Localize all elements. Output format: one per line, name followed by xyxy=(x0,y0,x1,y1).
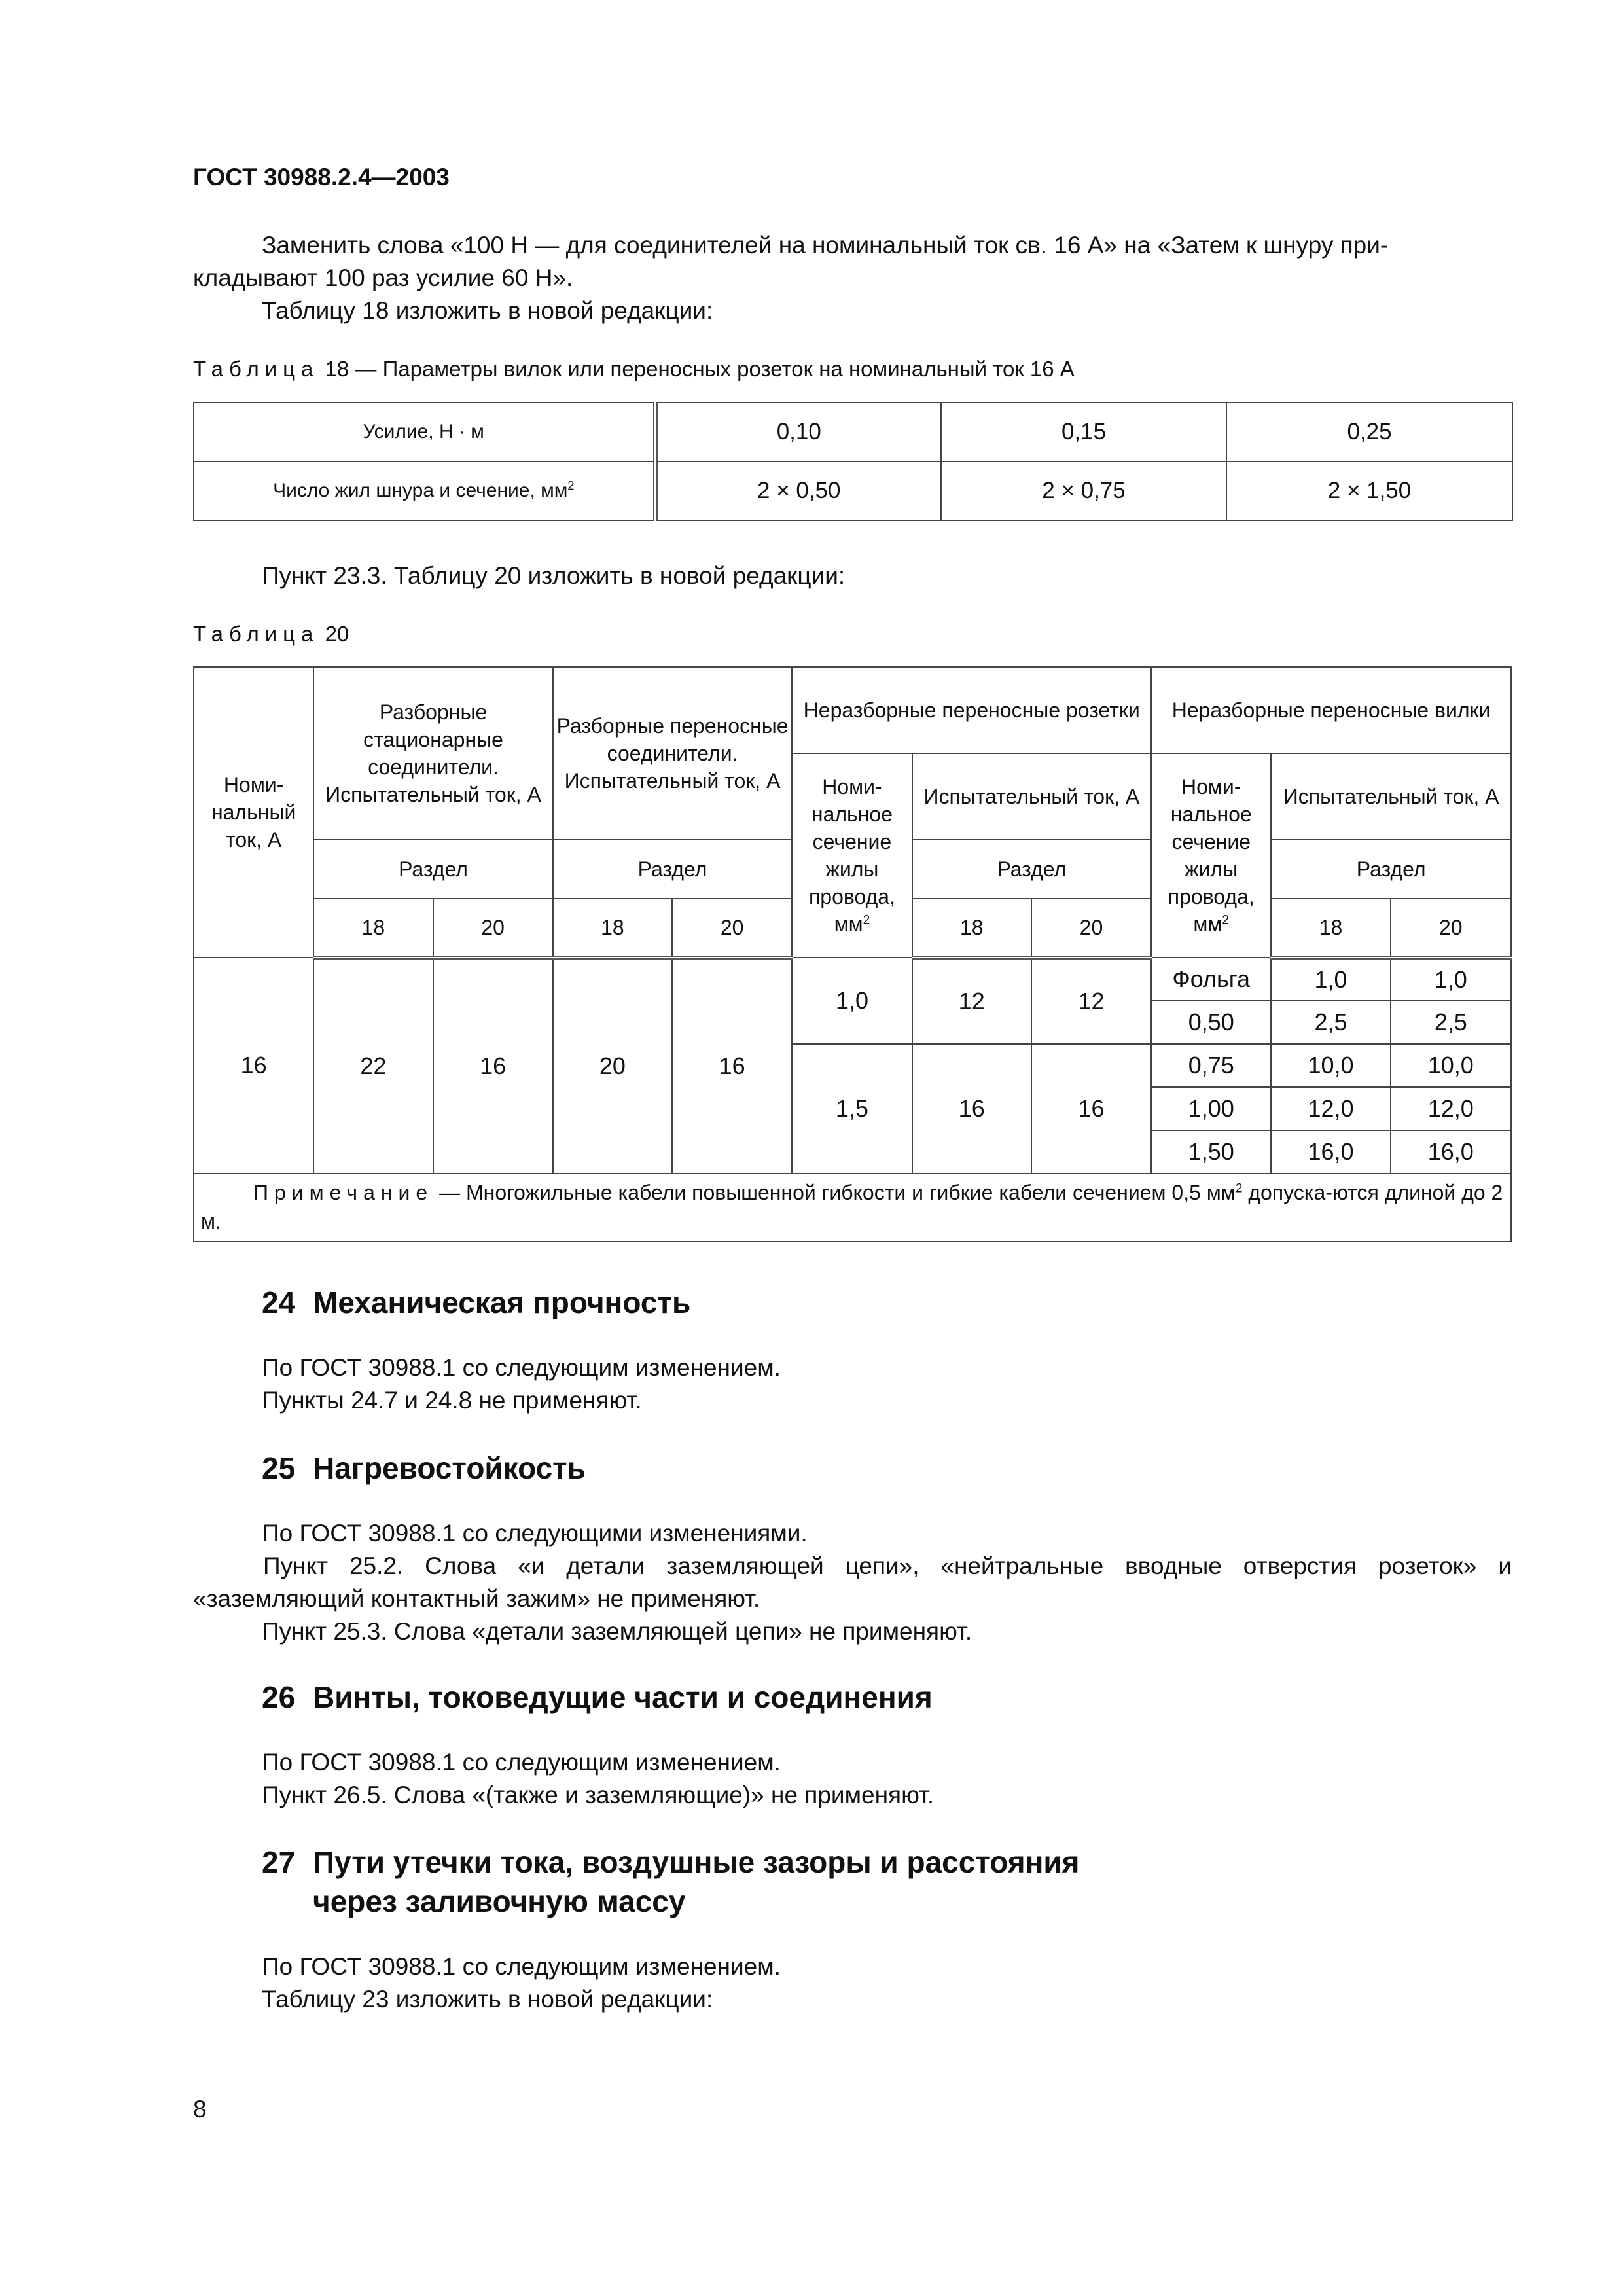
cell-plug-18: 16,0 xyxy=(1271,1130,1390,1174)
header-razdel: Раздел xyxy=(912,840,1152,899)
header-razdel: Раздел xyxy=(1271,840,1511,899)
table-header-row xyxy=(194,667,1511,753)
table-18 xyxy=(193,402,1513,521)
section-27-line-1: По ГОСТ 30988.1 со следующим изменением. xyxy=(262,1953,781,1980)
section-24-line-1: По ГОСТ 30988.1 со следующим изменением. xyxy=(262,1354,781,1381)
header-nonrewirable-sockets: Неразборные переносные розетки xyxy=(792,667,1151,753)
page-number: 8 xyxy=(193,2096,207,2123)
header-razdel: Раздел xyxy=(553,840,793,899)
cell-socket-section: 1,5 xyxy=(792,1044,912,1174)
table-note: Примечание — Многожильные кабели повышенной гибкости и гибкие кабели сечением 0,5 $мм^2$ допуска-ются длиной до 2 м. xyxy=(194,1174,1511,1242)
cell-socket-20: 16 xyxy=(1031,1044,1151,1174)
intro-line-1: Заменить слова «100 Н — для соединителей на номинальный ток св. 16 А» на «Затем к шнуру при- xyxy=(262,232,1389,259)
header-18: 18 xyxy=(912,899,1031,958)
section-24-heading: 24 Механическая прочность xyxy=(262,1285,691,1319)
cell-plug-section: 0,75 xyxy=(1151,1044,1271,1087)
intro-line-3: Таблицу 18 изложить в новой редакции: xyxy=(262,297,713,324)
cell-nominal: 16 xyxy=(194,958,313,1174)
header-20: 20 xyxy=(1391,899,1511,958)
header-socket-test-current: Испытательный ток, А xyxy=(912,753,1152,840)
section-24-line-2: Пункты 24.7 и 24.8 не применяют. xyxy=(262,1387,642,1414)
header-18: 18 xyxy=(553,899,672,958)
cell-plug-18: 1,0 xyxy=(1271,958,1390,1001)
cell-plug-18: 10,0 xyxy=(1271,1044,1390,1087)
cell-stat-18: 22 xyxy=(313,958,433,1174)
header-portable: Разборные переносные соединители. Испытательный ток, А xyxy=(553,667,793,840)
cell-socket-18: 12 xyxy=(912,958,1031,1044)
table-cell: 2 × 0,75 xyxy=(941,461,1226,520)
header-nonrewirable-plugs: Неразборные переносные вилки xyxy=(1151,667,1511,753)
section-25-line-3: Пункт 25.3. Слова «детали заземляющей цепи» не применяют. xyxy=(262,1618,972,1645)
table20-caption: Таблица 20 xyxy=(193,622,349,646)
cell-plug-20: 2,5 xyxy=(1391,1001,1511,1044)
cell-plug-20: 1,0 xyxy=(1391,958,1511,1001)
table-cell: 2 × 0,50 xyxy=(655,461,941,520)
section-27-heading-line-2: через заливочную массу xyxy=(313,1884,686,1918)
row-label-force: Усилие, Н · м xyxy=(194,403,655,461)
cell-socket-18: 16 xyxy=(912,1044,1031,1174)
cell-plug-section: 0,50 xyxy=(1151,1001,1271,1044)
table-20 xyxy=(193,666,1512,1242)
header-20: 20 xyxy=(672,899,792,958)
cell-plug-section: 1,00 xyxy=(1151,1087,1271,1130)
header-socket-section: Номи-нальное сечение жилы провода, $мм^2$ xyxy=(792,753,912,958)
table-cell: 0,15 xyxy=(941,403,1226,461)
cell-port-20: 16 xyxy=(672,958,792,1174)
table-row xyxy=(194,958,1511,1001)
table-row xyxy=(194,403,1512,461)
cell-port-18: 20 xyxy=(553,958,672,1174)
table-row xyxy=(194,461,1512,520)
cell-stat-20: 16 xyxy=(433,958,553,1174)
table18-caption: Таблица 18 — Параметры вилок или переносных розеток на номинальный ток 16 А xyxy=(193,357,1075,381)
section-26-line-2: Пункт 26.5. Слова «(также и заземляющие)» не применяют. xyxy=(262,1782,935,1808)
header-razdel: Раздел xyxy=(313,840,553,899)
cell-socket-20: 12 xyxy=(1031,958,1151,1044)
header-nominal-current: Номи-нальный ток, А xyxy=(194,667,313,958)
table-cell: 2 × 1,50 xyxy=(1226,461,1512,520)
document-code: ГОСТ 30988.2.4—2003 xyxy=(193,164,450,190)
cell-plug-20: 10,0 xyxy=(1391,1044,1511,1087)
header-20: 20 xyxy=(433,899,553,958)
section-26-line-1: По ГОСТ 30988.1 со следующим изменением. xyxy=(262,1749,781,1776)
table-cell: 0,25 xyxy=(1226,403,1512,461)
cell-plug-section: 1,50 xyxy=(1151,1130,1271,1174)
table-note-row xyxy=(194,1174,1511,1242)
cell-plug-18: 2,5 xyxy=(1271,1001,1390,1044)
header-stationary: Разборные стационарные соединители. Испытательный ток, А xyxy=(313,667,553,840)
table-cell: 0,10 xyxy=(655,403,941,461)
header-plug-section: Номи-нальное сечение жилы провода, $мм^2$ xyxy=(1151,753,1271,958)
cell-plug-18: 12,0 xyxy=(1271,1087,1390,1130)
header-18: 18 xyxy=(1271,899,1390,958)
section-25-heading: 25 Нагревостойкость xyxy=(262,1451,586,1485)
cell-plug-20: 16,0 xyxy=(1391,1130,1511,1174)
section-27-heading: 27 Пути утечки тока, воздушные зазоры и расстояния xyxy=(262,1845,1080,1879)
header-18: 18 xyxy=(313,899,433,958)
section-26-heading: 26 Винты, токоведущие части и соединения xyxy=(262,1680,933,1714)
cell-plug-section: Фольга xyxy=(1151,958,1271,1001)
intro-line-2: кладывают 100 раз усилие 60 Н». xyxy=(193,264,573,291)
section-25-line-1: По ГОСТ 30988.1 со следующими изменениями. xyxy=(262,1520,808,1547)
mid-paragraph: Пункт 23.3. Таблицу 20 изложить в новой редакции: xyxy=(262,562,846,589)
header-20: 20 xyxy=(1031,899,1151,958)
header-plug-test-current: Испытательный ток, А xyxy=(1271,753,1511,840)
section-27-line-2: Таблицу 23 изложить в новой редакции: xyxy=(262,1986,713,2013)
section-25-paragraph-2: Пункт 25.2. Слова «и детали заземляющей цепи», «нейтральные вводные отверстия розеток» и «заземляющий контактный зажим» не применяют. xyxy=(193,1552,1512,1612)
row-label-cores: Число жил шнура и сечение, $мм^2$ xyxy=(194,461,655,520)
cell-socket-section: 1,0 xyxy=(792,958,912,1044)
cell-plug-20: 12,0 xyxy=(1391,1087,1511,1130)
